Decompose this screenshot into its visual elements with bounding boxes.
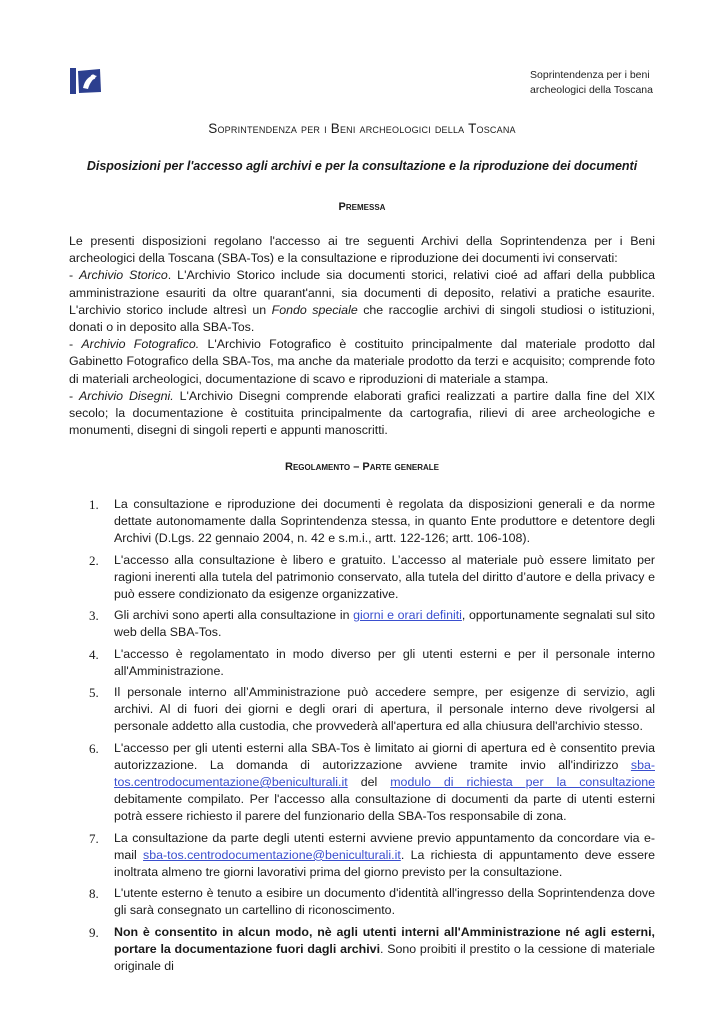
- rule-item: 3. Gli archivi sono aperti alla consultazione in giorni e orari definiti, opportunamente segnalati sul sito web della SBA-Tos.: [89, 608, 655, 640]
- rule-number: 9.: [89, 924, 99, 940]
- modulo-richiesta-link[interactable]: modulo di richiesta per la consultazione: [390, 775, 655, 790]
- archivio-storico-name: Archivio Storico: [79, 268, 168, 283]
- archivio-fotografico-paragraph: - Archivio Fotografico. L'Archivio Fotografico è costituito principalmente dal materiale prodotto dal Gabinetto Fotografico della SBA-Tos, ma anche da materiale prodotto da terzi e acquisito; comprende foto di materiali archeologici, documentazione di scavo e riproduzioni di materiale a stampa.: [69, 337, 655, 386]
- rule-item: [69, 552, 655, 604]
- rule-text: L'accesso è regolamentato in modo diverso per gli utenti esterni e per il personale interno all'Amministrazione.: [114, 646, 655, 678]
- rule-text: . Sono proibiti il prestito o la cessione di materiale originale di: [114, 941, 655, 974]
- rule-item: 7. La consultazione da parte degli utenti esterni avviene previo appuntamento da concordare via e-mail sba-tos.centrodocumentazione@beniculturali.it. La richiesta di appuntamento deve essere inoltrata almeno tre giorni lavorativi prima del giorno previsto per la consultazione.: [89, 830, 655, 880]
- document-subtitle: Disposizioni per l'accesso agli archivi e per la consultazione e la riproduzione dei documenti: [86, 159, 638, 173]
- fondo-speciale: Fondo speciale: [271, 302, 358, 317]
- rule-number: 3.: [89, 608, 99, 624]
- document-title: Soprintendenza per i Beni archeologici della Toscana: [208, 121, 516, 136]
- mibac-logo-icon: [70, 68, 102, 94]
- mibac-logo: [70, 68, 102, 94]
- rule-text: Il personale interno all’Amministrazione può accedere sempre, per esigenze di servizio, agli archivi. Al di fuori dei giorni e degli orari di apertura, il personale interno deve rivolgersi al personale addetto alla custodia, che provvederà all'apertura ed alla chiusura dell'archivio stesso.: [114, 685, 655, 734]
- rules-list: [69, 496, 655, 979]
- regolamento-heading: Regolamento – Parte generale: [285, 461, 439, 473]
- rule-item: [69, 684, 655, 736]
- header-organization: [530, 68, 653, 98]
- rule-number: 8.: [89, 886, 99, 902]
- intro-paragraph: Le presenti disposizioni regolano l'accesso ai tre seguenti Archivi della Soprintendenza per i Beni archeologici della Toscana (SBA-Tos) e la consultazione e riproduzione dei documenti ivi conservati:: [69, 234, 655, 266]
- rule-number: 5.: [89, 685, 99, 701]
- rule-text: La consultazione da parte degli utenti esterni avviene previo appuntamento da concordare via e-mail: [114, 830, 655, 862]
- email-link[interactable]: sba-tos.centrodocumentazione@beniculturali.it: [114, 757, 655, 790]
- archivio-storico-paragraph: - Archivio Storico. L'Archivio Storico include sia documenti storici, relativi cioé ad affari della pubblica amministrazione esauriti da oltre quarant'anni, sia documenti di deposito, relativi a pratiche esaurite. L'archivio storico include altresì un Fondo speciale che raccoglie archivi di singoli studiosi o istituzioni, donati o in deposito alla SBA-Tos.: [69, 268, 655, 335]
- archivio-disegni-paragraph: - Archivio Disegni. L'Archivio Disegni comprende elaborati grafici realizzati a partire dalla fine del XIX secolo; la documentazione è costituita principalmente da cartografia, rilievi di aree archeologiche e monumenti, disegni di singoli reperti e appunti manoscritti.: [69, 388, 655, 438]
- premessa-body: [69, 233, 655, 439]
- rule-item: 6. L'accesso per gli utenti esterni alla SBA-Tos è limitato ai giorni di apertura ed è consentito previa autorizzazione. La domanda di autorizzazione avviene tramite invio all'indirizzo sba-tos.centrodocumentazione@beniculturali.it del modulo di richiesta per la consultazione debitamente compilato. Per l'accesso alla consultazione di documenti da parte di utenti esterni potrà essere richiesto il parere del funzionario della SBA-Tos responsabile di zona.: [89, 740, 655, 824]
- email-link[interactable]: sba-tos.centrodocumentazione@beniculturali.it: [143, 847, 401, 862]
- rule-bold-text: Non è consentito in alcun modo, nè agli utenti interni all'Amministrazione né agli esterni, portare la documentazione fuori dagli archivi: [114, 924, 655, 956]
- header-org-line-1: Soprintendenza per i beni: [530, 69, 650, 81]
- rule-item: [69, 924, 655, 976]
- archivio-disegni-name: Archivio Disegni.: [79, 388, 174, 403]
- rule-item: [69, 885, 655, 919]
- rule-number: 6.: [89, 740, 99, 756]
- rule-number: 1.: [89, 497, 99, 512]
- premessa-heading: Premessa: [338, 201, 386, 213]
- rule-text: La consultazione e riproduzione dei documenti è regolata da disposizioni generali e da norme dettate autonomamente dalla Soprintendenza stessa, in quanto Ente produttore e detentore degli Archivi (D.Lgs. 22 gennaio 2004, n. 42 e s.m.i., artt. 122-126; artt. 106-108).: [114, 497, 655, 546]
- rule-text: L'accesso alla consultazione è libero e gratuito. L’accesso al materiale può essere limitato per ragioni inerenti alla tutela del patrimonio conservato, alla tutela del diritto d’autore e della privacy e può essere condizionato da esigenze organizzative.: [114, 552, 655, 602]
- header-org-line-2: archeologici della Toscana: [530, 84, 653, 96]
- rule-item: [69, 646, 655, 680]
- rule-text: Gli archivi sono aperti alla consultazione in: [114, 608, 354, 623]
- orari-link[interactable]: giorni e orari definiti: [353, 608, 462, 623]
- rule-item: [69, 496, 655, 548]
- rule-number: 2.: [89, 552, 99, 568]
- rule-number: 7.: [89, 830, 99, 846]
- rule-text: L'accesso per gli utenti esterni alla SBA-Tos è limitato ai giorni di apertura ed è consentito previa autorizzazione. La domanda di autorizzazione avviene tramite invio all'indirizzo: [114, 740, 655, 772]
- archivio-fotografico-name: Archivio Fotografico.: [81, 337, 200, 352]
- rule-number: 4.: [89, 646, 99, 662]
- rule-text: L'utente esterno è tenuto a esibire un documento d'identità all'ingresso della Soprintendenza dove gli sarà consegnato un cartellino di riconoscimento.: [114, 886, 655, 918]
